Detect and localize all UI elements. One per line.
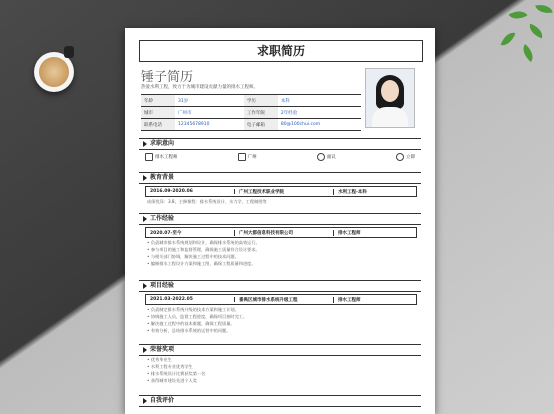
education-detail: 成绩优异：3.8，主修课程：排水系统设计、水力学、工程制图等 xyxy=(147,199,267,204)
list-item: • 解决施工过程中的技术难题，确保工程质量。 xyxy=(147,320,247,327)
field-label: 工作年限 xyxy=(244,107,278,119)
profile-table xyxy=(141,94,361,131)
resume-name: 锤子简历 xyxy=(141,70,194,85)
resume-page xyxy=(125,28,435,414)
profile-row xyxy=(141,107,361,119)
intent-salary xyxy=(317,153,336,161)
work-header xyxy=(145,227,417,238)
arrow-icon xyxy=(143,141,147,147)
list-item: • 编制排水工程设计方案和施工图，确保工程质量和进度。 xyxy=(147,260,260,267)
section-intent xyxy=(139,138,421,150)
intent-city xyxy=(238,153,257,161)
intent-salary-value: 面议 xyxy=(326,155,336,160)
field-label: 学历 xyxy=(244,95,278,107)
field-label: 电子邮箱 xyxy=(244,119,278,131)
intent-position xyxy=(145,153,178,161)
coffee-cup xyxy=(34,52,74,92)
leaf xyxy=(519,44,538,62)
section-title: 求职意向 xyxy=(150,140,175,147)
list-item: • 参与项目的施工和监督管理，确保施工质量符合设计要求。 xyxy=(147,246,260,253)
field-value: 本科 xyxy=(278,95,361,107)
section-self-evaluation xyxy=(139,395,421,407)
money-icon xyxy=(317,153,325,161)
project-name: 番禺区城市排水系统升级工程 xyxy=(235,297,334,303)
work-company: 广州大都信息科技有限公司 xyxy=(235,230,334,236)
arrow-icon xyxy=(143,216,147,222)
leaf xyxy=(509,7,528,24)
building-icon xyxy=(238,153,246,161)
profile-row xyxy=(141,95,361,107)
education-period: 2016.09-2020.06 xyxy=(146,189,235,194)
photo-face xyxy=(381,80,399,102)
field-value: 广州市 xyxy=(175,107,244,119)
leaf xyxy=(501,30,516,48)
list-item: • 与相关部门协调，解决施工过程中的技术问题。 xyxy=(147,253,260,260)
cup-handle xyxy=(64,46,74,58)
list-item: • 负责城市排水系统规划和设计，确保排水系统的高效运行。 xyxy=(147,239,260,246)
section-title: 教育背景 xyxy=(150,174,175,181)
project-role: 排水工程师 xyxy=(338,297,361,303)
work-role: 排水工程师 xyxy=(338,230,361,236)
profile-row xyxy=(141,119,361,131)
section-work xyxy=(139,213,421,225)
leaf xyxy=(535,3,552,16)
work-period: 2020.07-至今 xyxy=(146,230,235,236)
photo-body xyxy=(372,107,408,128)
clock-icon xyxy=(396,153,404,161)
field-label: 年龄 xyxy=(141,95,175,107)
list-item: • 排水系统设计比赛获奖第一名 xyxy=(147,370,205,377)
section-title: 工作经验 xyxy=(150,215,175,222)
field-value: 80@100chui.com xyxy=(278,119,361,131)
list-item: • 有效分析，总结排水系统的运营中的问题。 xyxy=(147,327,247,334)
arrow-icon xyxy=(143,283,147,289)
resume-slogan: 热爱水利工程，致力于为城市建设贡献力量的排水工程师。 xyxy=(141,85,258,90)
field-value: 31岁 xyxy=(175,95,244,107)
education-header xyxy=(145,186,417,197)
profile-photo xyxy=(365,68,415,128)
coffee xyxy=(39,57,69,87)
project-bullets xyxy=(147,306,247,334)
field-value: 2年经验 xyxy=(278,107,361,119)
education-school: 广州工程技术职业学院 xyxy=(235,189,334,195)
list-item: • 负责制定排水系统升级的技术方案和施工计划。 xyxy=(147,306,247,313)
list-item: • 水利工程专业优秀学生 xyxy=(147,363,205,370)
section-title: 自我评价 xyxy=(150,397,175,404)
leaf xyxy=(527,24,545,39)
award-bullets xyxy=(147,356,205,384)
intent-row xyxy=(145,153,415,161)
arrow-icon xyxy=(143,398,147,404)
education-major: 水利工程-本科 xyxy=(338,189,367,195)
project-header xyxy=(145,294,417,305)
page-title: 求职简历 xyxy=(139,40,423,62)
arrow-icon xyxy=(143,175,147,181)
intent-position-value: 排水工程师 xyxy=(155,155,178,160)
briefcase-icon xyxy=(145,153,153,161)
work-bullets xyxy=(147,239,260,267)
field-label: 城市 xyxy=(141,107,175,119)
intent-availability xyxy=(396,153,415,161)
list-item: • 协调施工人员，监督工程进度，确保项目按时完工。 xyxy=(147,313,247,320)
arrow-icon xyxy=(143,347,147,353)
section-education xyxy=(139,172,421,184)
section-title: 荣誉奖项 xyxy=(150,346,175,353)
intent-city-value: 广州 xyxy=(247,155,257,160)
section-projects xyxy=(139,280,421,292)
field-value: 12345678910 xyxy=(175,119,244,131)
list-item: • 获得城市建设先进个人奖 xyxy=(147,377,205,384)
section-title: 项目经验 xyxy=(150,282,175,289)
list-item: • 优秀毕业生 xyxy=(147,356,205,363)
section-awards xyxy=(139,344,421,356)
field-label: 联系电话 xyxy=(141,119,175,131)
intent-availability-value: 立即 xyxy=(405,155,415,160)
project-period: 2021.03-2022.05 xyxy=(146,297,235,302)
